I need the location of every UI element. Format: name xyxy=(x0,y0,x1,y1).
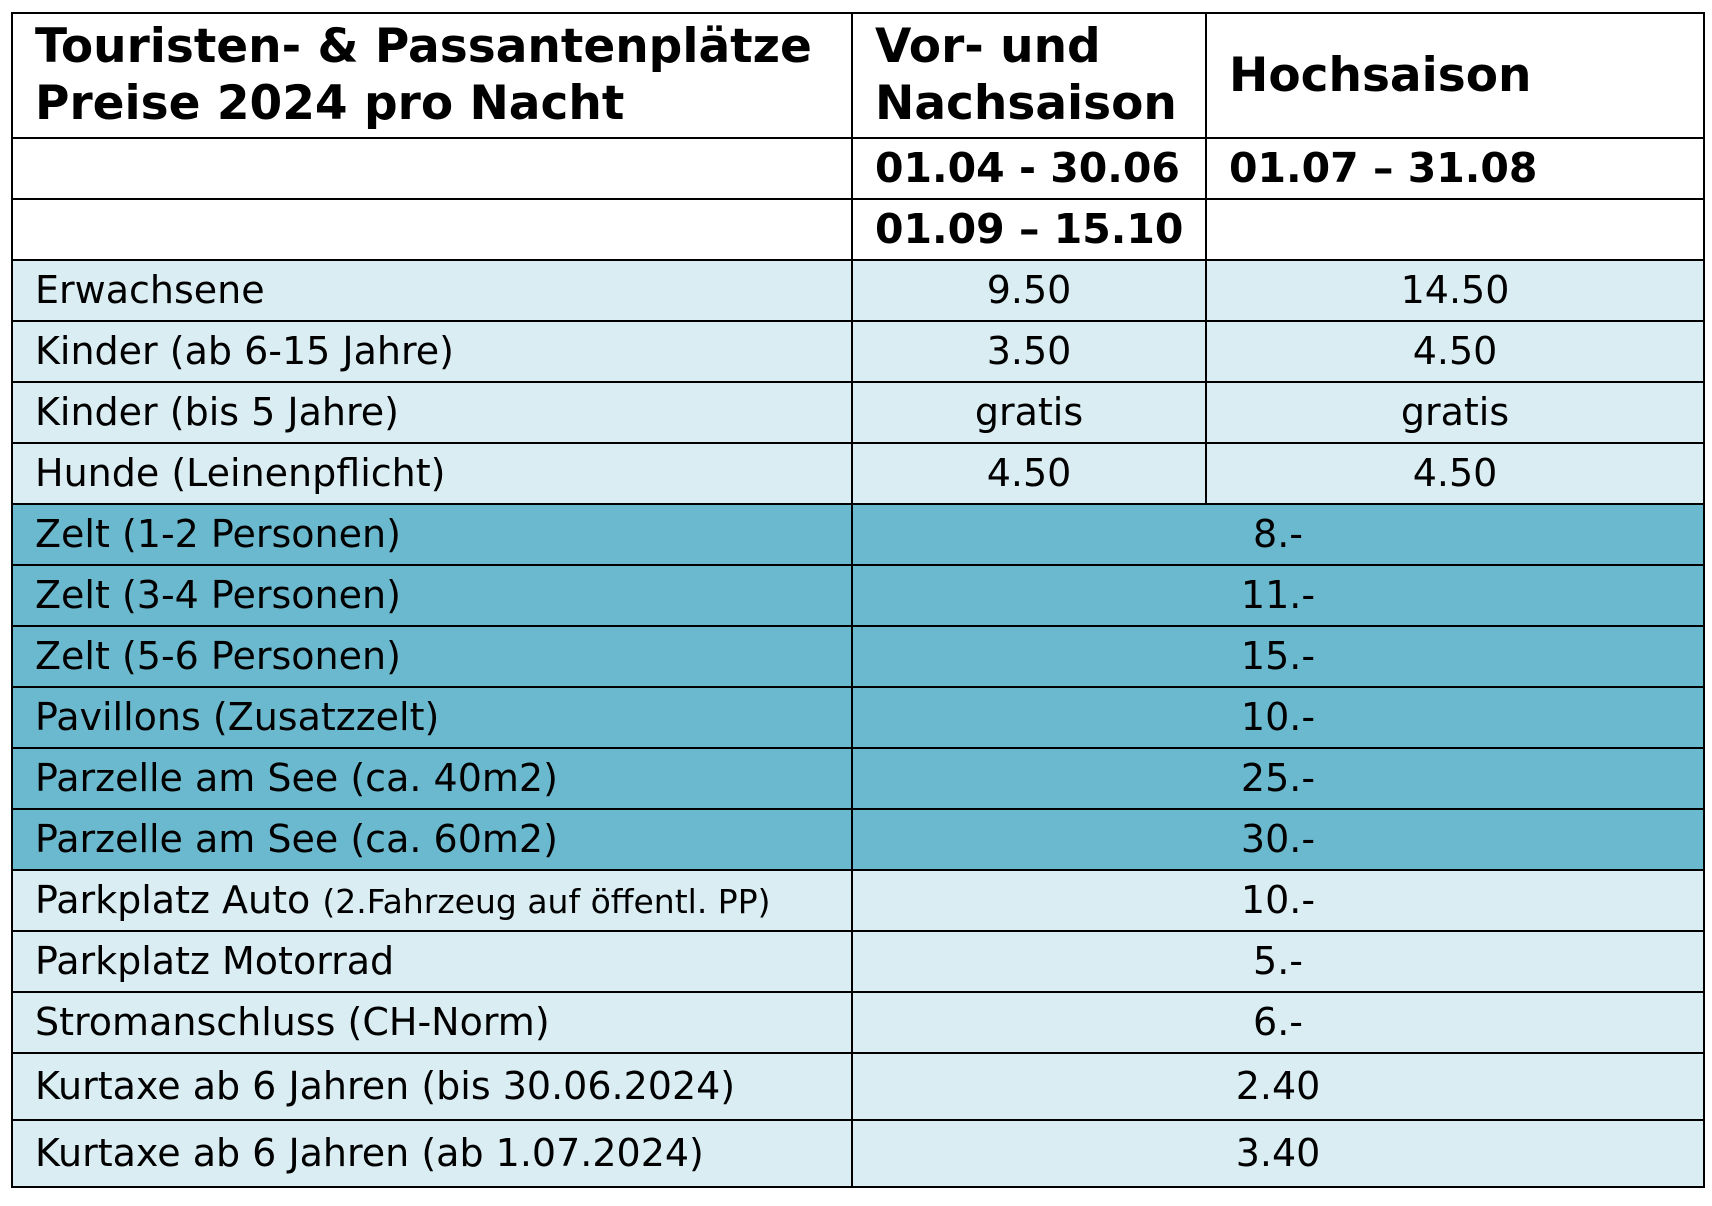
row-label xyxy=(12,870,852,931)
row-label: Zelt (5-6 Personen) xyxy=(12,626,852,687)
high-season-price: 4.50 xyxy=(1206,443,1704,504)
table-row xyxy=(12,504,1704,565)
row-label: Erwachsene xyxy=(12,260,852,321)
table-row xyxy=(12,687,1704,748)
date-row-label xyxy=(12,138,852,199)
table-row xyxy=(12,443,1704,504)
table-row xyxy=(12,748,1704,809)
low-season-header-line-2: Nachsaison xyxy=(875,76,1177,132)
low-season-price: 4.50 xyxy=(852,443,1206,504)
row-label: Zelt (3-4 Personen) xyxy=(12,565,852,626)
table-row xyxy=(12,565,1704,626)
low-season-header-line-1: Vor- und xyxy=(875,19,1101,74)
low-season-price: 9.50 xyxy=(852,260,1206,321)
low-season-price: 3.50 xyxy=(852,321,1206,382)
flat-price: 30.- xyxy=(852,809,1704,870)
row-label-main: Parkplatz Auto xyxy=(35,878,311,923)
row-label: Stromanschluss (CH-Norm) xyxy=(12,992,852,1053)
header-row xyxy=(12,13,1704,138)
row-label: Hunde (Leinenpflicht) xyxy=(12,443,852,504)
high-season-dates: 01.07 – 31.08 xyxy=(1206,138,1704,199)
flat-price: 8.- xyxy=(852,504,1704,565)
table-row xyxy=(12,992,1704,1053)
table-row xyxy=(12,870,1704,931)
table-row xyxy=(12,1120,1704,1187)
low-season-header xyxy=(852,13,1206,138)
table-row xyxy=(12,260,1704,321)
table-row xyxy=(12,321,1704,382)
high-season-price: 14.50 xyxy=(1206,260,1704,321)
flat-price: 2.40 xyxy=(852,1053,1704,1120)
flat-price: 10.- xyxy=(852,870,1704,931)
row-label: Kurtaxe ab 6 Jahren (ab 1.07.2024) xyxy=(12,1120,852,1187)
row-label: Parzelle am See (ca. 40m2) xyxy=(12,748,852,809)
row-label: Pavillons (Zusatzzelt) xyxy=(12,687,852,748)
flat-price: 5.- xyxy=(852,931,1704,992)
date-row-1 xyxy=(12,138,1704,199)
low-season-dates-2: 01.09 – 15.10 xyxy=(852,199,1206,260)
row-label: Zelt (1-2 Personen) xyxy=(12,504,852,565)
row-label: Kurtaxe ab 6 Jahren (bis 30.06.2024) xyxy=(12,1053,852,1120)
table-row xyxy=(12,809,1704,870)
flat-price: 10.- xyxy=(852,687,1704,748)
table-row xyxy=(12,382,1704,443)
flat-price: 11.- xyxy=(852,565,1704,626)
date-row-label xyxy=(12,199,852,260)
title-line-1: Touristen- & Passantenplätze xyxy=(35,19,812,74)
row-label: Kinder (ab 6-15 Jahre) xyxy=(12,321,852,382)
flat-price: 15.- xyxy=(852,626,1704,687)
high-season-header: Hochsaison xyxy=(1206,13,1704,138)
low-season-price: gratis xyxy=(852,382,1206,443)
title-line-2: Preise 2024 pro Nacht xyxy=(35,76,625,132)
price-table xyxy=(11,12,1705,1188)
high-season-dates-empty xyxy=(1206,199,1704,260)
table-row xyxy=(12,626,1704,687)
table-title xyxy=(12,13,852,138)
flat-price: 25.- xyxy=(852,748,1704,809)
row-label: Kinder (bis 5 Jahre) xyxy=(12,382,852,443)
row-label-note: (2.Fahrzeug auf öffentl. PP) xyxy=(322,882,771,922)
row-label: Parkplatz Motorrad xyxy=(12,931,852,992)
low-season-dates-1: 01.04 - 30.06 xyxy=(852,138,1206,199)
high-season-price: gratis xyxy=(1206,382,1704,443)
table-row xyxy=(12,931,1704,992)
flat-price: 3.40 xyxy=(852,1120,1704,1187)
high-season-price: 4.50 xyxy=(1206,321,1704,382)
row-label: Parzelle am See (ca. 60m2) xyxy=(12,809,852,870)
table-row xyxy=(12,1053,1704,1120)
flat-price: 6.- xyxy=(852,992,1704,1053)
date-row-2 xyxy=(12,199,1704,260)
